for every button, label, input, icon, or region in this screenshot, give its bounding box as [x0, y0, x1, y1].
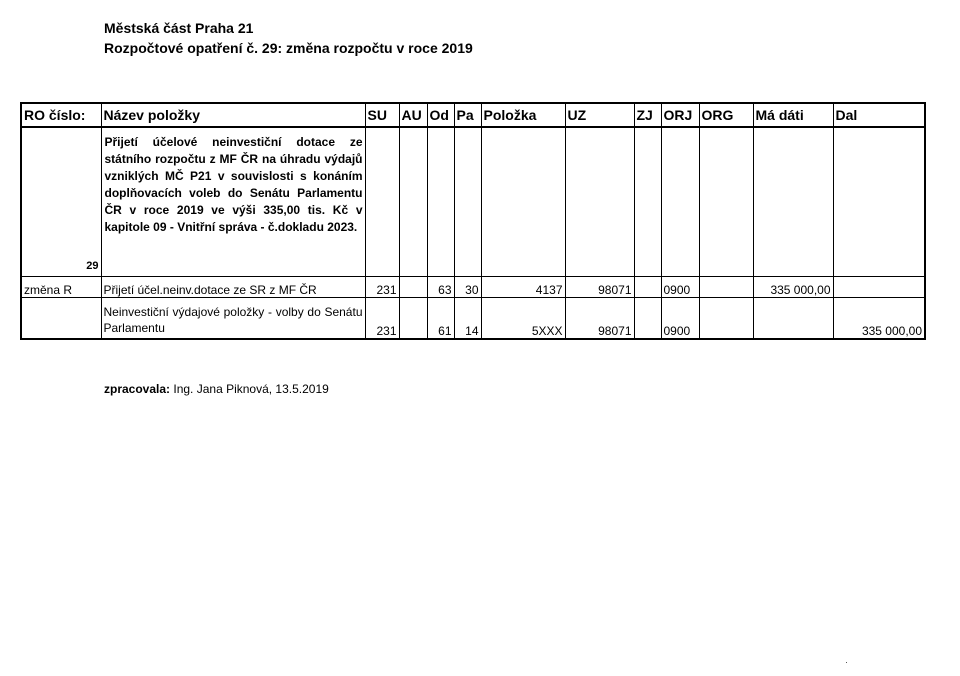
cell-pa: 30 [454, 277, 481, 298]
description-row [21, 127, 925, 277]
table-row [21, 298, 925, 340]
cell-od: 63 [427, 277, 454, 298]
municipality-title: Městská část Praha 21 [104, 20, 254, 36]
col-header-ma-dati: Má dáti [753, 103, 833, 127]
cell-au [399, 277, 427, 298]
cell-ro: změna R [21, 277, 101, 298]
col-header-zj: ZJ [634, 103, 661, 127]
cell-od: 61 [427, 298, 454, 340]
cell-name: Přijetí účel.neinv.dotace ze SR z MF ČR [101, 277, 365, 298]
col-header-dal: Dal [833, 103, 925, 127]
col-header-pa: Pa [454, 103, 481, 127]
col-header-polozka: Položka [481, 103, 565, 127]
ro-number: 29 [21, 127, 101, 277]
cell-uz: 98071 [565, 277, 634, 298]
document-title: Rozpočtové opatření č. 29: změna rozpočtu v roce 2019 [104, 40, 473, 56]
cell-su: 231 [365, 277, 399, 298]
cell-ma-dati: 335 000,00 [753, 277, 833, 298]
col-header-orj: ORJ [661, 103, 699, 127]
cell-orj: 0900 [661, 277, 699, 298]
prepared-by-note [104, 382, 329, 396]
measure-description: Přijetí účelové neinvestiční dotace ze státního rozpočtu z MF ČR na úhradu výdajů vzniklých MČ P21 v souvislosti s konáním doplňovacích voleb do Senátu Parlamentu ČR v roce 2019 ve výši 335,00 tis. Kč v kapitole 09 - Vnitřní správa - č.dokladu 2023. [101, 127, 365, 277]
cell-zj [634, 298, 661, 340]
col-header-ro: RO číslo: [21, 103, 101, 127]
col-header-od: Od [427, 103, 454, 127]
prepared-by-label: zpracovala: [104, 382, 171, 396]
col-header-org: ORG [699, 103, 753, 127]
cell-pa: 14 [454, 298, 481, 340]
cell-polozka: 5XXX [481, 298, 565, 340]
col-header-su: SU [365, 103, 399, 127]
cell-ma-dati [753, 298, 833, 340]
cell-ro [21, 298, 101, 340]
cell-org [699, 277, 753, 298]
cell-uz: 98071 [565, 298, 634, 340]
col-header-name: Název položky [101, 103, 365, 127]
cell-dal: 335 000,00 [833, 298, 925, 340]
table-row [21, 277, 925, 298]
cell-polozka: 4137 [481, 277, 565, 298]
cell-zj [634, 277, 661, 298]
cell-dal [833, 277, 925, 298]
table-header-row [21, 103, 925, 127]
col-header-au: AU [399, 103, 427, 127]
col-header-uz: UZ [565, 103, 634, 127]
scan-speck [846, 662, 847, 663]
prepared-by-text: Ing. Jana Piknová, 13.5.2019 [170, 382, 329, 396]
cell-orj: 0900 [661, 298, 699, 340]
cell-au [399, 298, 427, 340]
budget-table [20, 102, 926, 340]
cell-su: 231 [365, 298, 399, 340]
cell-name: Neinvestiční výdajové položky - volby do Senátu Parlamentu [101, 298, 365, 340]
cell-org [699, 298, 753, 340]
